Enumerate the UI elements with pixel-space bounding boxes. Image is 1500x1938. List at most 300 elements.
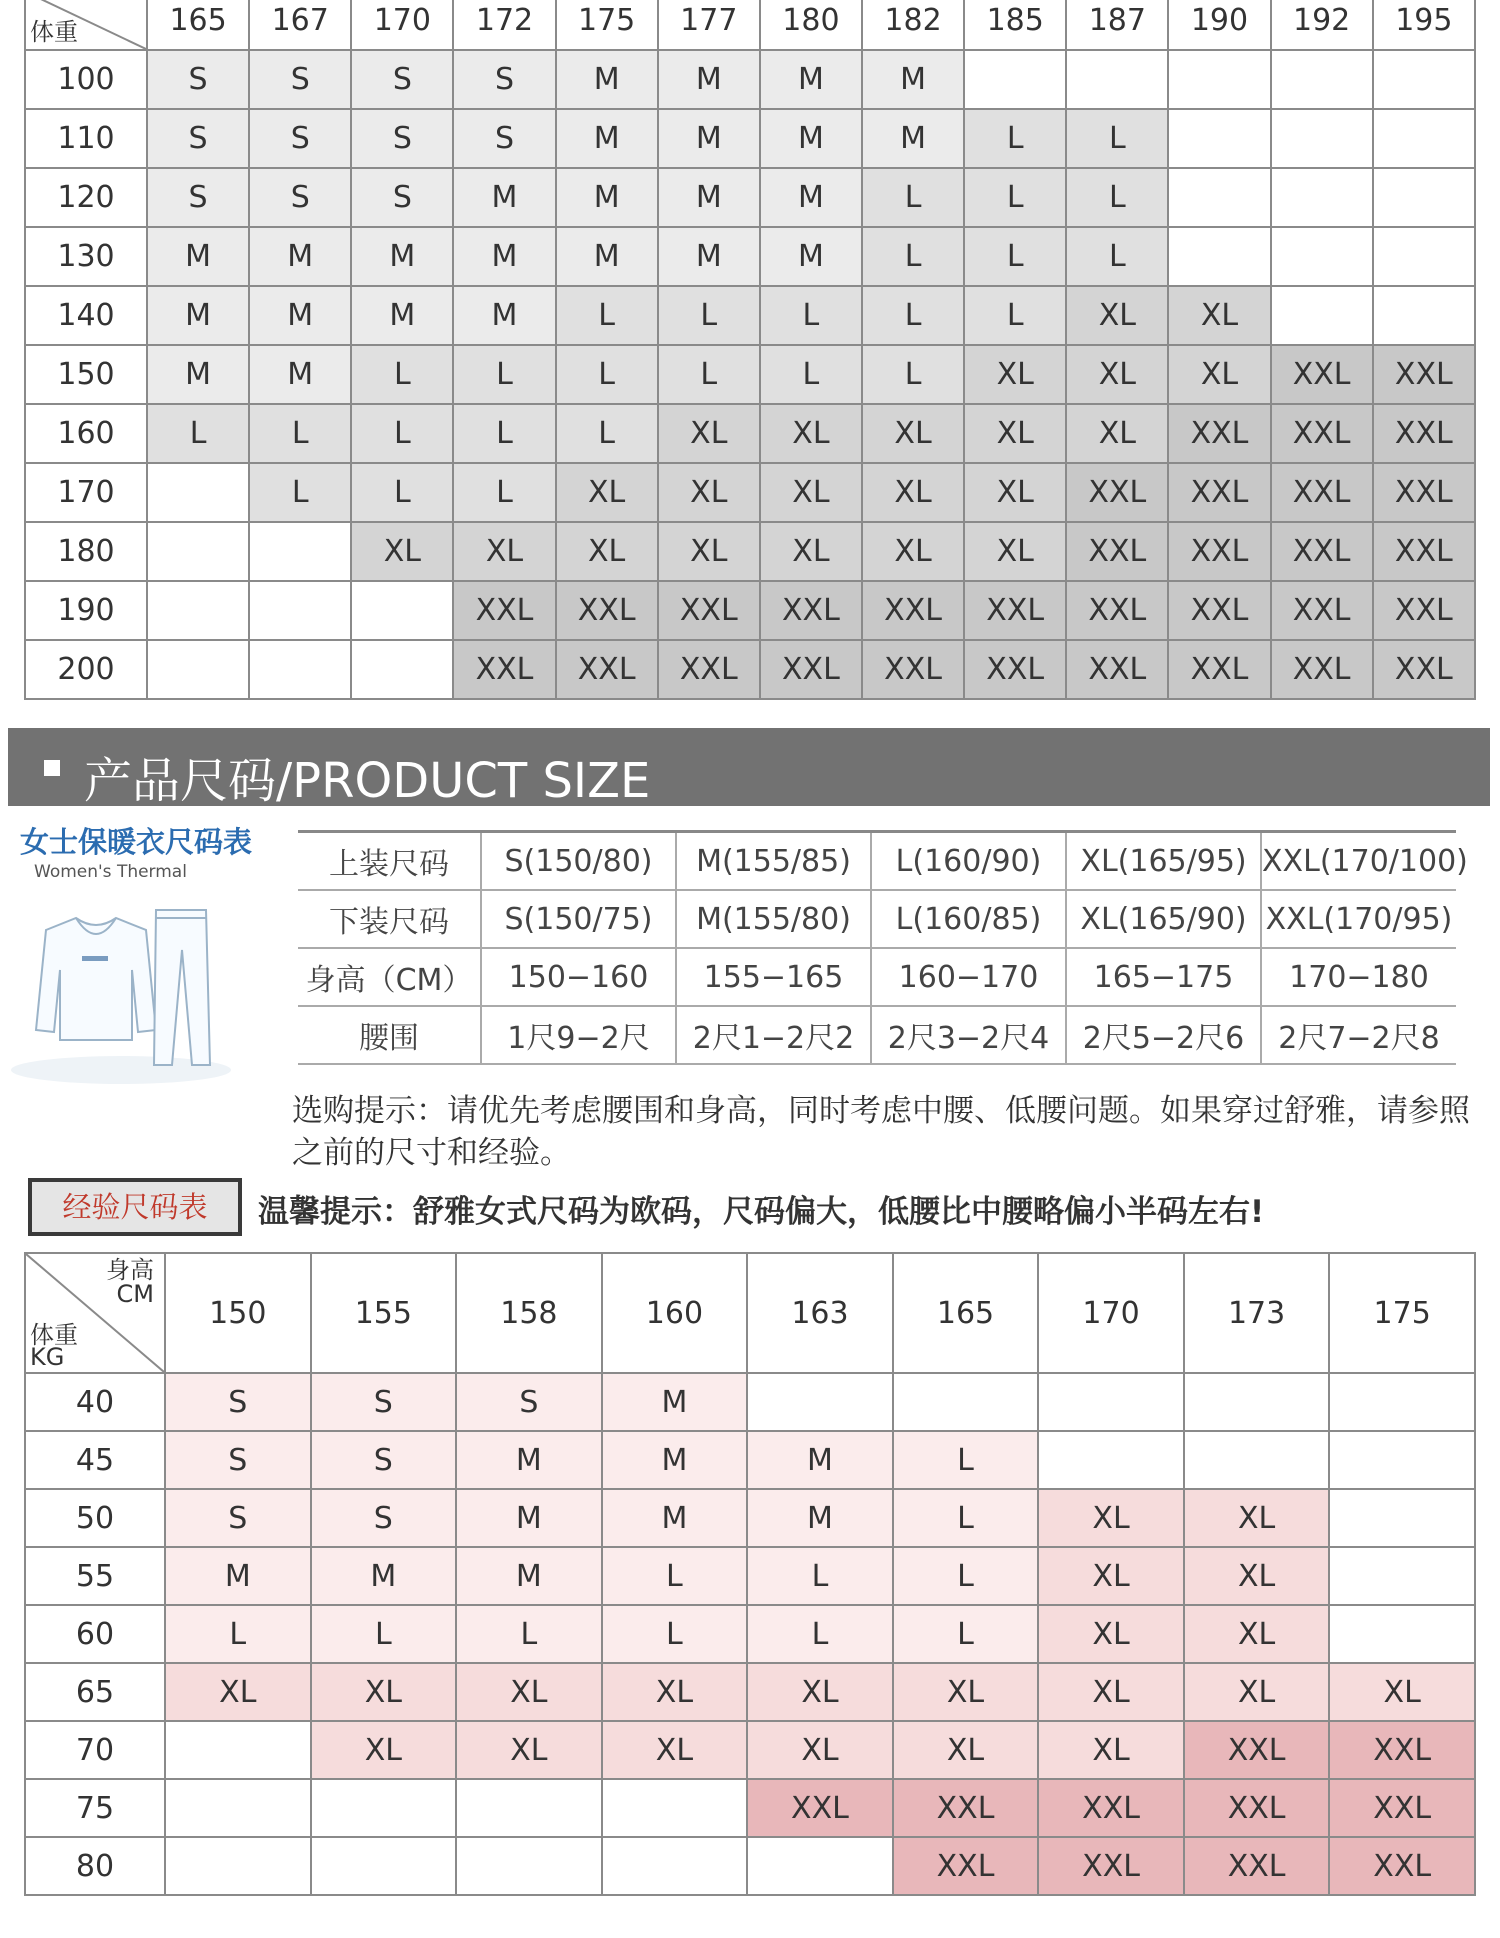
size-cell: XL — [964, 404, 1066, 463]
size-cell: M — [658, 50, 760, 109]
warm-tip: 温馨提示：舒雅女式尺码为欧码，尺码偏大，低腰比中腰略偏小半码左右! — [258, 1194, 1265, 1230]
size-cell: M — [453, 227, 555, 286]
size-cell: M — [556, 109, 658, 168]
size-cell: XXL — [1329, 1779, 1475, 1837]
size-cell — [1184, 1373, 1330, 1431]
table-row — [298, 832, 1456, 891]
size-cell — [351, 640, 453, 699]
size-cell: L — [602, 1547, 748, 1605]
size-cell: S — [147, 109, 249, 168]
size-cell: M — [556, 168, 658, 227]
size-cell: S — [351, 168, 453, 227]
size-cell: XXL — [760, 640, 862, 699]
size-cell: M — [747, 1431, 893, 1489]
size-cell — [1329, 1373, 1475, 1431]
size-cell: XXL — [747, 1779, 893, 1837]
table-row — [25, 463, 1475, 522]
size-cell: XXL — [1373, 463, 1475, 522]
size-cell: L — [556, 286, 658, 345]
size-cell: XL — [760, 404, 862, 463]
size-cell: XL — [1038, 1605, 1184, 1663]
size-cell — [602, 1837, 748, 1895]
table-row — [25, 1605, 1475, 1663]
size-cell: XL — [1329, 1663, 1475, 1721]
size-cell: M — [658, 109, 760, 168]
size-cell — [249, 640, 351, 699]
size-cell: XXL — [1168, 522, 1270, 581]
size-cell: XL — [893, 1721, 1039, 1779]
height-header: 180 — [760, 0, 862, 50]
size-cell: XXL — [1373, 345, 1475, 404]
product-size-table — [298, 830, 1468, 1065]
size-value: M(155/80) — [676, 890, 871, 948]
size-cell — [147, 640, 249, 699]
size-cell: XXL — [1373, 404, 1475, 463]
height-header: 170 — [1038, 1253, 1184, 1373]
height-header: 150 — [165, 1253, 311, 1373]
size-cell: XXL — [1271, 404, 1373, 463]
size-cell: M — [760, 50, 862, 109]
size-cell: XXL — [760, 581, 862, 640]
size-cell: L — [1066, 168, 1168, 227]
size-cell — [747, 1837, 893, 1895]
size-cell: S — [165, 1431, 311, 1489]
size-cell: M — [747, 1489, 893, 1547]
size-value: XL(165/95) — [1066, 832, 1261, 891]
product-title: 女士保暖衣尺码表 — [20, 825, 253, 859]
height-header: 165 — [147, 0, 249, 50]
size-cell: XXL — [1271, 581, 1373, 640]
height-header: 187 — [1066, 0, 1168, 50]
size-cell: L — [556, 345, 658, 404]
size-cell — [1373, 168, 1475, 227]
men-header-row — [25, 0, 1475, 50]
size-cell — [165, 1721, 311, 1779]
size-cell — [1373, 286, 1475, 345]
weight-label-group — [30, 1321, 78, 1371]
size-cell: S — [165, 1489, 311, 1547]
size-cell: S — [351, 50, 453, 109]
section-title: 产品尺码/PRODUCT SIZE — [84, 753, 651, 809]
table-row — [25, 345, 1475, 404]
size-cell: L — [862, 286, 964, 345]
size-cell: L — [453, 463, 555, 522]
table-row — [25, 1489, 1475, 1547]
size-cell: XXL — [862, 581, 964, 640]
section-banner — [8, 728, 1490, 809]
size-cell: M — [862, 50, 964, 109]
size-value: 2尺7−2尺8 — [1261, 1006, 1456, 1064]
weight-header: 65 — [25, 1663, 165, 1721]
size-cell — [1329, 1431, 1475, 1489]
size-cell: XL — [1038, 1663, 1184, 1721]
size-cell: S — [249, 109, 351, 168]
table-row — [298, 1006, 1456, 1064]
size-cell: XL — [165, 1663, 311, 1721]
size-cell — [1329, 1489, 1475, 1547]
weight-header: 50 — [25, 1489, 165, 1547]
weight-header: 100 — [25, 50, 147, 109]
height-label-group — [106, 1258, 154, 1306]
men-size-chart — [24, 0, 1476, 700]
size-cell: M — [249, 286, 351, 345]
weight-header: 190 — [25, 581, 147, 640]
size-cell: XXL — [1168, 581, 1270, 640]
table-row — [25, 1431, 1475, 1489]
size-cell: XL — [1038, 1547, 1184, 1605]
size-cell: S — [249, 168, 351, 227]
size-cell — [165, 1837, 311, 1895]
size-cell: XXL — [1271, 640, 1373, 699]
size-value: XXL(170/100) — [1261, 832, 1456, 891]
bullet-square-icon — [44, 760, 60, 776]
size-cell — [1329, 1547, 1475, 1605]
weight-header: 150 — [25, 345, 147, 404]
size-cell: XL — [964, 345, 1066, 404]
thermal-garment-icon — [6, 890, 266, 1090]
size-cell: XL — [456, 1721, 602, 1779]
size-cell: XL — [658, 463, 760, 522]
size-cell: S — [147, 168, 249, 227]
height-label: 身高 — [106, 1256, 154, 1284]
table-row — [298, 948, 1456, 1006]
height-header: 175 — [556, 0, 658, 50]
weight-header: 130 — [25, 227, 147, 286]
size-cell: S — [165, 1373, 311, 1431]
height-header: 172 — [453, 0, 555, 50]
table-row — [298, 890, 1456, 948]
size-cell: XL — [760, 522, 862, 581]
size-cell: XL — [862, 404, 964, 463]
size-cell — [249, 522, 351, 581]
height-header: 160 — [602, 1253, 748, 1373]
size-cell — [1066, 50, 1168, 109]
size-cell: XXL — [658, 640, 760, 699]
height-header: 175 — [1329, 1253, 1475, 1373]
size-cell: XXL — [964, 581, 1066, 640]
table-row — [25, 227, 1475, 286]
weight-header: 45 — [25, 1431, 165, 1489]
height-header: 185 — [964, 0, 1066, 50]
size-cell: M — [351, 286, 453, 345]
size-cell: XXL — [1168, 640, 1270, 699]
size-cell: XXL — [1066, 581, 1168, 640]
size-cell: L — [147, 404, 249, 463]
size-cell: M — [760, 227, 862, 286]
size-cell: XL — [747, 1663, 893, 1721]
size-cell: XL — [1066, 404, 1168, 463]
row-label: 上装尺码 — [298, 832, 481, 891]
height-header: 163 — [747, 1253, 893, 1373]
weight-header: 75 — [25, 1779, 165, 1837]
height-header: 158 — [456, 1253, 602, 1373]
size-cell: XXL — [1373, 640, 1475, 699]
size-cell: XXL — [1066, 463, 1168, 522]
size-cell — [456, 1779, 602, 1837]
size-value: 170−180 — [1261, 948, 1456, 1006]
table-row — [25, 1663, 1475, 1721]
size-cell: S — [351, 109, 453, 168]
size-cell: XL — [1066, 286, 1168, 345]
weight-header: 120 — [25, 168, 147, 227]
size-cell: M — [147, 345, 249, 404]
table-row — [25, 50, 1475, 109]
size-cell: XL — [351, 522, 453, 581]
size-cell: XL — [760, 463, 862, 522]
height-header: 173 — [1184, 1253, 1330, 1373]
size-cell: S — [453, 50, 555, 109]
size-cell: XL — [862, 463, 964, 522]
corner-cell — [25, 1253, 165, 1373]
size-cell: XL — [1038, 1721, 1184, 1779]
size-cell: XL — [456, 1663, 602, 1721]
size-cell: XXL — [1329, 1721, 1475, 1779]
size-cell: L — [453, 345, 555, 404]
size-value: M(155/85) — [676, 832, 871, 891]
women-header-row — [25, 1253, 1475, 1373]
height-header: 167 — [249, 0, 351, 50]
height-header: 192 — [1271, 0, 1373, 50]
size-cell — [964, 50, 1066, 109]
height-header: 170 — [351, 0, 453, 50]
size-cell: M — [602, 1373, 748, 1431]
size-cell: L — [893, 1547, 1039, 1605]
weight-label: 体重 — [30, 1321, 78, 1349]
size-cell: M — [760, 168, 862, 227]
table-row — [25, 1721, 1475, 1779]
size-cell — [311, 1837, 457, 1895]
size-cell: L — [862, 168, 964, 227]
size-cell: XXL — [1168, 404, 1270, 463]
size-cell: L — [760, 345, 862, 404]
table-row — [25, 1373, 1475, 1431]
height-header: 195 — [1373, 0, 1475, 50]
size-cell: XXL — [1373, 522, 1475, 581]
size-cell — [1373, 109, 1475, 168]
size-value: 155−165 — [676, 948, 871, 1006]
size-cell: L — [964, 286, 1066, 345]
row-label: 身高（CM） — [298, 948, 481, 1006]
size-cell: L — [964, 168, 1066, 227]
weight-header: 40 — [25, 1373, 165, 1431]
size-cell: L — [862, 227, 964, 286]
size-value: S(150/80) — [481, 832, 676, 891]
size-cell: XXL — [1184, 1837, 1330, 1895]
size-cell — [147, 522, 249, 581]
weight-header: 55 — [25, 1547, 165, 1605]
table-row — [25, 1837, 1475, 1895]
height-header: 165 — [893, 1253, 1039, 1373]
size-cell: L — [249, 404, 351, 463]
table-row — [25, 522, 1475, 581]
size-cell: XL — [311, 1663, 457, 1721]
size-cell: L — [351, 463, 453, 522]
size-cell: XXL — [893, 1779, 1039, 1837]
women-size-chart — [24, 1252, 1476, 1896]
size-cell: XXL — [658, 581, 760, 640]
size-cell: XXL — [1066, 522, 1168, 581]
size-cell: M — [311, 1547, 457, 1605]
size-cell: XL — [1184, 1489, 1330, 1547]
table-row — [25, 1779, 1475, 1837]
corner-cell — [25, 0, 147, 50]
size-cell: XXL — [1066, 640, 1168, 699]
size-value: 150−160 — [481, 948, 676, 1006]
size-cell: L — [760, 286, 862, 345]
size-value: XL(165/90) — [1066, 890, 1261, 948]
table-row — [25, 168, 1475, 227]
size-cell: XL — [747, 1721, 893, 1779]
weight-header: 200 — [25, 640, 147, 699]
height-header: 177 — [658, 0, 760, 50]
size-value: 165−175 — [1066, 948, 1261, 1006]
size-cell — [1168, 227, 1270, 286]
size-cell: L — [862, 345, 964, 404]
size-cell: M — [658, 227, 760, 286]
size-cell: XXL — [453, 640, 555, 699]
weight-unit: KG — [30, 1343, 65, 1371]
height-header: 182 — [862, 0, 964, 50]
weight-header: 110 — [25, 109, 147, 168]
size-cell: L — [456, 1605, 602, 1663]
size-cell: XXL — [893, 1837, 1039, 1895]
size-cell: L — [893, 1489, 1039, 1547]
size-cell: XL — [602, 1663, 748, 1721]
size-cell: XXL — [1184, 1721, 1330, 1779]
size-cell: S — [311, 1431, 457, 1489]
size-cell — [147, 463, 249, 522]
size-cell: L — [1066, 109, 1168, 168]
size-cell: L — [351, 404, 453, 463]
table-row — [25, 1547, 1475, 1605]
size-value: S(150/75) — [481, 890, 676, 948]
weight-header: 60 — [25, 1605, 165, 1663]
size-cell: XL — [1038, 1489, 1184, 1547]
size-cell: M — [351, 227, 453, 286]
size-value: L(160/85) — [871, 890, 1066, 948]
size-value: 2尺1−2尺2 — [676, 1006, 871, 1064]
size-cell: XL — [893, 1663, 1039, 1721]
table-row — [25, 581, 1475, 640]
size-cell: S — [249, 50, 351, 109]
size-cell — [1373, 50, 1475, 109]
size-cell — [456, 1837, 602, 1895]
table-row — [25, 286, 1475, 345]
size-cell: XL — [453, 522, 555, 581]
size-cell: M — [456, 1547, 602, 1605]
size-cell: L — [602, 1605, 748, 1663]
size-cell: L — [165, 1605, 311, 1663]
weight-header: 140 — [25, 286, 147, 345]
size-cell: M — [453, 286, 555, 345]
size-cell: L — [747, 1605, 893, 1663]
weight-header: 180 — [25, 522, 147, 581]
product-subtitle: Women's Thermal — [34, 862, 187, 882]
height-unit: CM — [116, 1280, 154, 1308]
size-cell — [1168, 109, 1270, 168]
size-cell: L — [453, 404, 555, 463]
size-cell — [1271, 286, 1373, 345]
size-cell: M — [658, 168, 760, 227]
size-cell — [311, 1779, 457, 1837]
size-cell — [893, 1373, 1039, 1431]
size-cell — [165, 1779, 311, 1837]
size-cell: S — [456, 1373, 602, 1431]
size-cell — [1271, 50, 1373, 109]
size-cell: S — [311, 1489, 457, 1547]
size-cell: L — [893, 1605, 1039, 1663]
size-cell: XL — [1168, 286, 1270, 345]
size-cell: M — [456, 1489, 602, 1547]
size-cell: XXL — [453, 581, 555, 640]
height-header: 190 — [1168, 0, 1270, 50]
size-value: 2尺5−2尺6 — [1066, 1006, 1261, 1064]
experience-chart-button[interactable]: 经验尺码表 — [28, 1178, 242, 1236]
size-cell — [747, 1373, 893, 1431]
size-cell — [602, 1779, 748, 1837]
size-cell: M — [602, 1489, 748, 1547]
weight-header: 70 — [25, 1721, 165, 1779]
size-cell: M — [862, 109, 964, 168]
size-cell: XL — [602, 1721, 748, 1779]
size-cell: XXL — [556, 640, 658, 699]
size-cell — [1168, 50, 1270, 109]
size-cell: XL — [1184, 1547, 1330, 1605]
size-cell: L — [249, 463, 351, 522]
size-cell: XL — [964, 522, 1066, 581]
size-cell: L — [964, 109, 1066, 168]
size-cell: M — [456, 1431, 602, 1489]
size-cell: XL — [1184, 1663, 1330, 1721]
size-cell — [1373, 227, 1475, 286]
size-cell: M — [556, 50, 658, 109]
weight-header: 170 — [25, 463, 147, 522]
size-cell: L — [747, 1547, 893, 1605]
size-cell: XXL — [1271, 345, 1373, 404]
size-cell: L — [893, 1431, 1039, 1489]
purchase-tip: 选购提示：请优先考虑腰围和身高，同时考虑中腰、低腰问题。如果穿过舒雅，请参照之前的尺寸和经验。 — [292, 1093, 1470, 1171]
size-cell: S — [311, 1373, 457, 1431]
size-cell — [1168, 168, 1270, 227]
size-cell: XL — [964, 463, 1066, 522]
size-value: L(160/90) — [871, 832, 1066, 891]
size-cell: M — [602, 1431, 748, 1489]
size-cell: XL — [556, 463, 658, 522]
size-cell: XXL — [1271, 463, 1373, 522]
size-cell: L — [311, 1605, 457, 1663]
size-cell: XL — [1168, 345, 1270, 404]
size-cell: XL — [1184, 1605, 1330, 1663]
table-row — [25, 109, 1475, 168]
size-cell: S — [453, 109, 555, 168]
size-cell: L — [658, 286, 760, 345]
weight-header: 80 — [25, 1837, 165, 1895]
size-cell — [1184, 1431, 1330, 1489]
size-cell: M — [760, 109, 862, 168]
size-cell: XXL — [1184, 1779, 1330, 1837]
size-cell: XXL — [1373, 581, 1475, 640]
size-cell — [249, 581, 351, 640]
size-cell: XXL — [964, 640, 1066, 699]
size-cell — [147, 581, 249, 640]
size-cell: S — [147, 50, 249, 109]
height-header: 155 — [311, 1253, 457, 1373]
size-cell — [1329, 1605, 1475, 1663]
table-row — [25, 640, 1475, 699]
size-cell: XXL — [1038, 1779, 1184, 1837]
size-cell — [351, 581, 453, 640]
size-cell — [1271, 168, 1373, 227]
